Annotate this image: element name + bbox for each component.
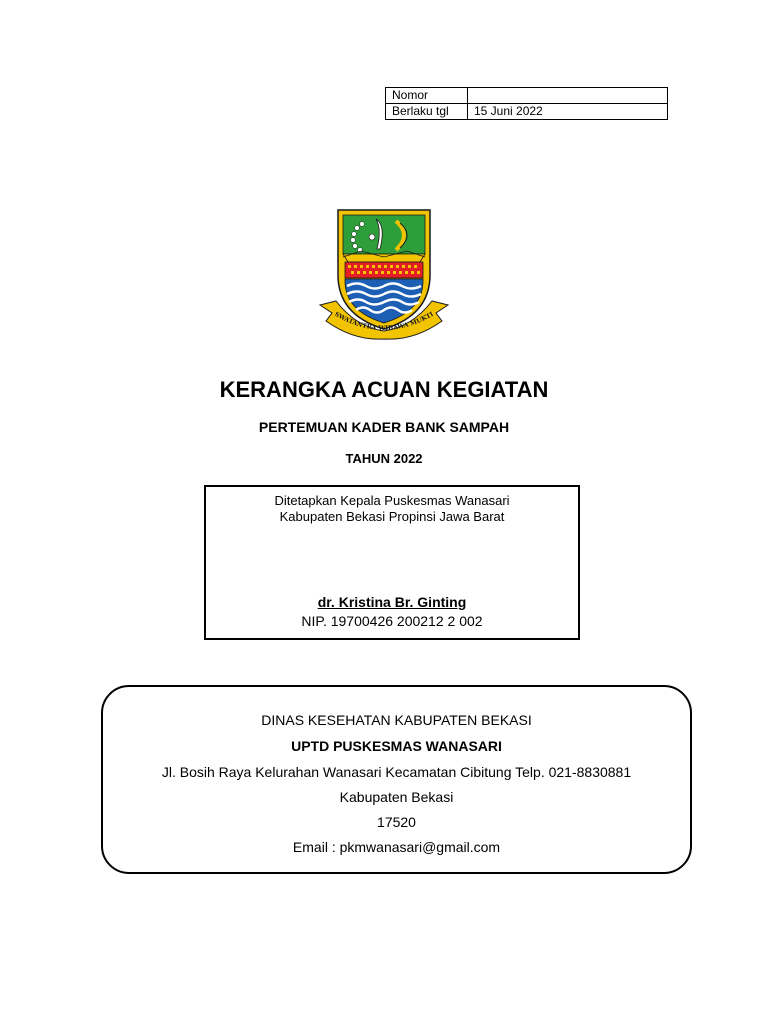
meta-value: 15 Juni 2022	[468, 104, 668, 120]
document-subtitle: PERTEMUAN KADER BANK SAMPAH	[258, 419, 510, 435]
document-year: TAHUN 2022	[345, 451, 423, 466]
meta-label: Berlaku tgl	[386, 104, 468, 120]
postal-code: 17520	[377, 814, 416, 830]
signatory-name: dr. Kristina Br. Ginting	[317, 594, 467, 610]
approval-line-2: Kabupaten Bekasi Propinsi Jawa Barat	[279, 509, 505, 524]
street-address: Jl. Bosih Raya Kelurahan Wanasari Kecamatan Cibitung Telp. 021-8830881	[161, 764, 632, 780]
meta-label: Nomor	[386, 88, 468, 104]
signatory-nip: NIP. 19700426 200212 2 002	[301, 613, 483, 629]
meta-row-number	[386, 88, 668, 104]
institution-address-box	[101, 685, 692, 874]
approval-line-1: Ditetapkan Kepala Puskesmas Wanasari	[274, 493, 510, 508]
unit-name: UPTD PUSKESMAS WANASARI	[291, 738, 502, 754]
agency-name: DINAS KESEHATAN KABUPATEN BEKASI	[261, 712, 532, 728]
meta-value	[468, 88, 668, 104]
regency-name: Kabupaten Bekasi	[339, 789, 454, 805]
logo-motto: SWATANTRA WIBAWA MUKTI	[333, 310, 435, 333]
approval-signature-box	[204, 485, 580, 640]
email-address: Email : pkmwanasari@gmail.com	[292, 839, 501, 855]
document-title: KERANGKA ACUAN KEGIATAN	[219, 377, 549, 402]
document-meta-table	[385, 87, 668, 120]
meta-row-valid-date	[386, 104, 668, 120]
bekasi-regency-emblem-logo	[316, 207, 452, 341]
